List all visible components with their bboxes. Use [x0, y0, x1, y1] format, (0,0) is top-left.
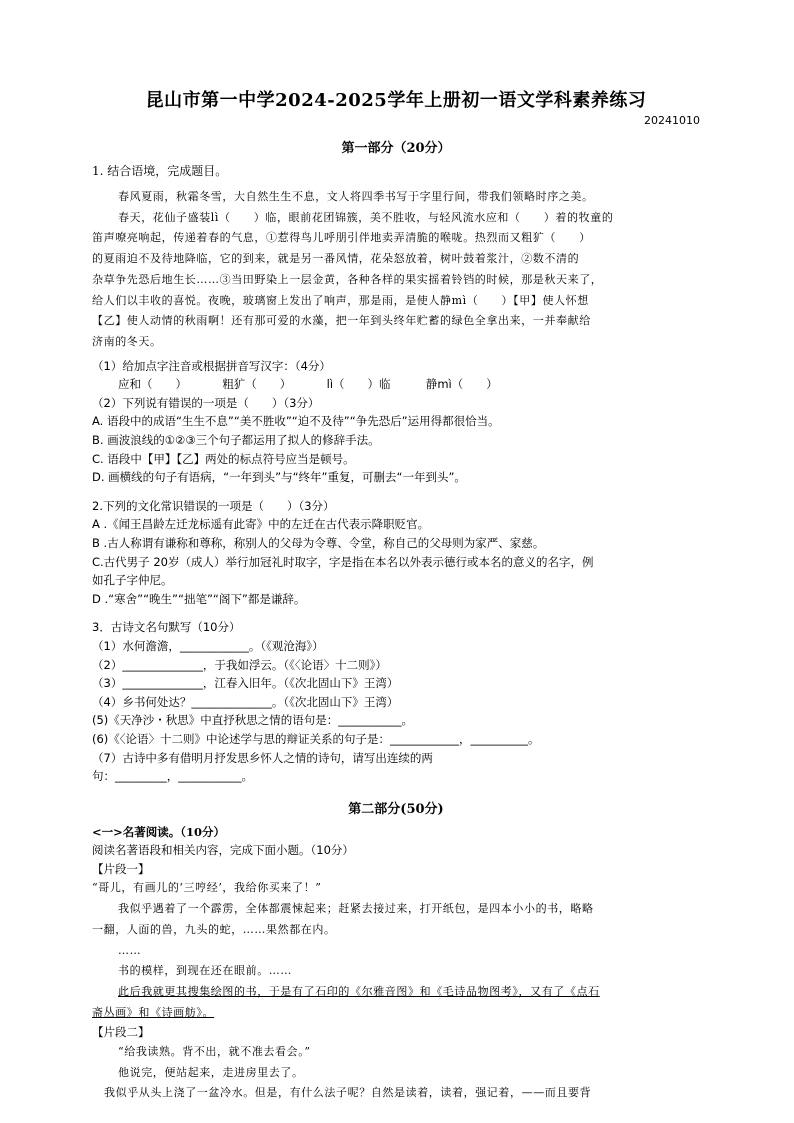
q3-item: (5)《天净沙・秋思》中直抒秋思之情的语句是：___________。 — [92, 713, 414, 728]
fragment-line: …… — [118, 943, 142, 957]
fragment-line: 此后我就更其搜集绘图的书，于是有了石印的《尔雅音图》和《毛诗品物图考》，又有了《点石 — [118, 984, 600, 998]
q3-item: （2）______________，于我如浮云。（《〈论语〉十二则》） — [92, 657, 387, 672]
q1-sub1: （1）给加点字注音或根据拼音写汉字：（4分） — [92, 358, 331, 373]
passage-line: 济南的冬天。 — [92, 334, 162, 348]
passage-line: 的夏雨迫不及待地降临，它的到来，就是另一番风情，花朵怒放着，树叶鼓着浆汁，②数不清的 — [92, 252, 580, 266]
q3-item: （4）乡书何处达？______________。（《次北固山下》王湾） — [92, 694, 399, 709]
pinyin-item: 静mì（ ） — [425, 377, 498, 392]
q2-option-b: B .古人称谓有谦称和尊称，称别人的父母为令尊、令堂，称自己的父母则为家严、家慈。 — [92, 535, 545, 550]
q1-option-d: D. 画横线的句子有语病，“一年到头”与“终年”重复，可删去“一年到头”。 — [92, 470, 466, 485]
fragment-line: 书的模样，到现在还在眼前。…… — [118, 964, 292, 978]
fragment-line: 他说完，便站起来，走进房里去了。 — [118, 1065, 304, 1079]
q2-stem: 2.下列的文化常识错误的一项是（ ）（3分） — [92, 498, 335, 513]
q1-option-c: C. 语段中【甲】【乙】两处的标点符号应当是顿号。 — [92, 451, 355, 466]
pinyin-item: 粗犷（ ） — [222, 377, 292, 392]
q1-option-b: B. 画波浪线的①②③三个句子都运用了拟人的修辞手法。 — [92, 433, 380, 447]
document-page — [92, 86, 700, 1104]
passage-line: 笛声嘹亮响起，传递着春的气息，①惹得鸟儿呼朋引伴地卖弄清脆的喉咙。热烈而又粗犷（ ） — [92, 231, 591, 245]
passage-line: 给人们以丰收的喜悦。夜晚，玻璃窗上发出了响声，那是雨，是使人静mì（ ）【甲】使人怀想 — [92, 293, 589, 307]
document-date: 20241010 — [644, 114, 700, 127]
fragment-line: “哥儿，有画儿的‘三哼经’，我给你买来了！” — [92, 881, 322, 895]
fragment1 — [92, 878, 700, 1023]
fragment-line: 一翻，人面的兽，九头的蛇，……果然都在内。 — [92, 922, 336, 936]
pinyin-item: lì（ ）临 — [326, 377, 391, 392]
part2-heading: 第二部分(50分) — [348, 801, 444, 817]
fragment-line: “给我读熟。背不出，就不准去看会。” — [118, 1044, 311, 1058]
q1-sub2: （2）下列说有错误的一项是（ ）（3分） — [92, 395, 320, 410]
q3-item: 句：_________，___________。 — [92, 769, 253, 784]
q2-option-c: C.古代男子 20岁（成人）举行加冠礼时取字，字是指在本名以外表示德行或本名的意义的名字，例 — [92, 554, 594, 569]
q3-item: (6)《〈论语〉十二则》中论述学与思的辩证关系的句子是：____________，__________。 — [92, 731, 540, 746]
passage-line: 杂草争先恐后地生长……③当田野染上一层金黄，各种各样的果实摇着铃铛的时候，那是秋天来了， — [92, 272, 603, 286]
section1-intro: 阅读名著语段和相关内容，完成下面小题。（10分） — [92, 843, 354, 858]
q3-item: （1）水何澹澹，____________。（《观沧海》） — [92, 638, 324, 653]
q1-stem: 1. 结合语境，完成题目。 — [92, 164, 228, 178]
q1-option-a: A. 语段中的成语“生生不息”“美不胜收”“迫不及待”“争先恐后”运用得都很恰当。 — [92, 414, 500, 429]
q1-passage — [92, 187, 700, 353]
q2-option-a: A .《闻王昌龄左迁龙标遥有此寄》中的左迁在古代表示降职贬官。 — [92, 517, 430, 532]
q3-item: （3）______________，江春入旧年。（《次北固山下》王湾） — [92, 676, 399, 691]
q3-stem: 3．古诗文名句默写（10分） — [92, 620, 241, 635]
q2-option-c-cont: 如孔子字仲尼。 — [92, 573, 173, 588]
passage-line: 春天，花仙子盛装lì（ ）临，眼前花团锦簇，美不胜收，与轻风流水应和（ ）着的牧童的 — [118, 210, 614, 224]
q1-sub1-items — [92, 375, 700, 394]
section1-title: <一>名著阅读。（10分） — [92, 824, 226, 839]
q3-item: （7）古诗中多有借明月抒发思乡怀人之情的诗句，请写出连续的两 — [92, 750, 433, 765]
fragment-line: 我似乎从头上浇了一盆冷水。但是，有什么法子呢？自然是读着，读着，强记着，——而且要背 — [104, 1086, 592, 1100]
pinyin-item: 应和（ ） — [118, 377, 187, 392]
q2-option-d: D .“寒舍”“晚生”“拙笔”“阁下”都是谦辞。 — [92, 591, 306, 606]
fragment1-label: 【片段一】 — [92, 861, 150, 876]
part1-heading: 第一部分（20分） — [341, 141, 451, 156]
fragment-line: 斋丛画》和《诗画舫》。 — [92, 1005, 215, 1019]
fragment2-label: 【片段二】 — [92, 1025, 150, 1040]
fragment-line: 我似乎遇着了一个霹雳，全体都震悚起来；赶紧去接过来，打开纸包，是四本小小的书，略略 — [118, 902, 594, 916]
fragment2 — [92, 1042, 700, 1104]
document-title: 昆山市第一中学2024-2025学年上册初一语文学科素养练习 — [145, 90, 647, 111]
passage-line: 春风夏雨，秋霜冬雪，大自然生生不息，文人将四季书写于字里行间，带我们领略时序之美。 — [118, 190, 594, 203]
passage-line: 【乙】使人动情的秋雨啊！还有那可爱的水藻，把一年到头终年贮蓄的绿色全拿出来，一并奉献给 — [92, 314, 591, 328]
